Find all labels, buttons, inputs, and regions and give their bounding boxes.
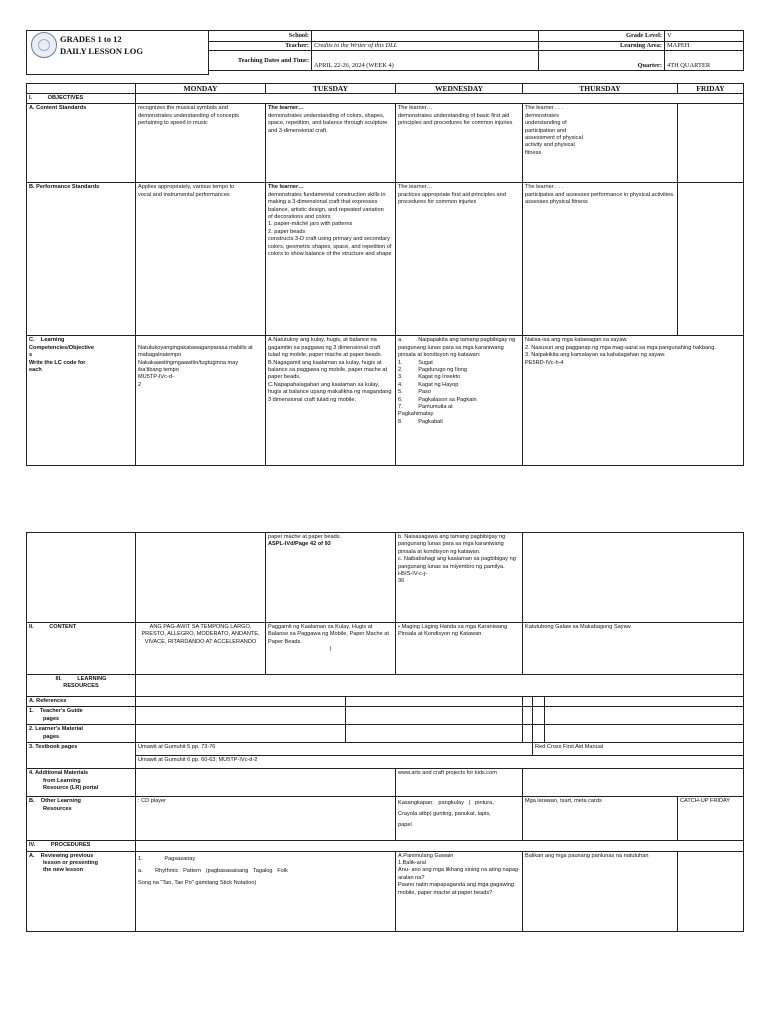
quarter-value: 4TH QUARTER bbox=[665, 51, 744, 71]
other-resources-monday: : CD player bbox=[136, 797, 396, 841]
day-header-thursday: THURSDAY bbox=[523, 84, 678, 94]
teacher-value: Credits to the Writer of this DLL bbox=[312, 42, 539, 51]
content-tuesday: Paggamit ng Kaalaman sa Kulay, Hugis at Balanse sa Paggawa ng Mobile, Paper Mache at Paper Beads. ) bbox=[266, 623, 396, 675]
content-std-friday bbox=[678, 104, 744, 183]
learning-resources-row bbox=[27, 675, 744, 697]
lesson-log-table-page1 bbox=[26, 83, 744, 466]
content-wednesday: • Maging Laging Handa sa mga Karaniwang Pinsala at Kondisyon ng Katawan bbox=[396, 623, 523, 675]
content-tuesday-mark: ) bbox=[329, 646, 332, 653]
day-header-friday: FRIDAY bbox=[678, 84, 744, 94]
teachers-guide-row bbox=[27, 707, 744, 725]
review-row bbox=[27, 851, 744, 931]
grade-label: Grade Level: bbox=[539, 31, 665, 42]
learning-competencies-label: C. Learning Competencies/Objective s Write the LC code for each bbox=[27, 336, 136, 466]
textbook-monday-1: Umawit at Gumuhit 5 pp. 73-76 bbox=[136, 743, 533, 756]
lc-wednesday: a. Naipapakita ang tamang pagbibigay ng pangunang lunas para sa mga karaniwang pinsala at kondisyon ng katawan: 1. Sugat 2. Pagdurugo ng Ilong 3. Kagat ng Insekto 4. Kagat ng Hayop 5. Paso 6. Pagkalason sa Pagkain 7. Pamumutla at Pagkahimatay 8. Pagkabali bbox=[396, 336, 523, 466]
grade-value: V bbox=[665, 31, 744, 42]
lc-monday: Natutukoyangmgakatawaganparasa mabilis at mabagalnatempo Nakakaawitngmgaawitin/tugtuginna may iba'tibang tempo MU5TP-IVc-d- 2 bbox=[136, 336, 266, 466]
school-label: School: bbox=[209, 31, 312, 42]
perf-std-friday bbox=[678, 183, 744, 336]
area-value: MAPEH bbox=[665, 42, 744, 51]
teachers-guide-label: 1. Teacher's Guide pages bbox=[27, 707, 136, 725]
objectives-blank bbox=[136, 94, 744, 104]
references-label: A. References bbox=[27, 697, 136, 707]
performance-standards-row bbox=[27, 183, 744, 336]
perf-std-monday: Applies appropriately, various tempo to vocal and instrumental performances bbox=[136, 183, 266, 336]
textbook-monday-2: Umawit at Gumuhit 6 pp. 60-63; MU5TP-IVc-d-2 bbox=[136, 756, 744, 769]
day-header-blank bbox=[27, 84, 136, 94]
textbook-thursday: Red Cross First Aid Manual bbox=[533, 743, 744, 756]
lc-continued-row bbox=[27, 533, 744, 623]
lc-cont-wednesday: b. Naisasagawa ang tamang pagbibigay ng pangunang lunas para sa mga karaniwang pinsala at kondisyon ng katawan. c. Naibabahagi ang kaalaman sa pagbibigay ng pangunang lunas sa miyembro ng pamilya. H5IS-IV-c-j- 36 bbox=[396, 533, 523, 623]
day-header-tuesday: TUESDAY bbox=[266, 84, 396, 94]
content-thursday: Katutubong Galaw sa Makabagong Sayaw bbox=[523, 623, 744, 675]
lc-tuesday: A.Natutukoy ang kulay, hugis, at balance na gagamitin sa paggawa ng 3 dimensional craft tulad ng mobile, paper mache at paper beads. B.Nagagamit ang kaalaman sa kulay, hugis at balance sa paggawa ng mobile, paper mache at paper beads. C.Napapahalagahan ang kaalaman sa kulay, hugis at balance upang makalikha ng magandang 3 dimensional craft tulad ng mobile, bbox=[266, 336, 396, 466]
other-resources-wednesday: Kasangkapan: pangkulay ( pintura, Crayola atbp) gunting, panukat, lapis, papel bbox=[396, 797, 523, 841]
content-standards-label: A. Content Standards bbox=[27, 104, 136, 183]
other-resources-label: B. Other Learning Resources bbox=[27, 797, 136, 841]
day-header-monday: MONDAY bbox=[136, 84, 266, 94]
area-label: Learning Area: bbox=[539, 42, 665, 51]
learning-resources-label: III. LEARNING RESOURCES bbox=[27, 675, 136, 697]
other-resources-thursday: Mga larawan, tsart, meta cards bbox=[523, 797, 678, 841]
content-std-tuesday: The learner… demonstrates understanding of colors, shapes, space, repetition, and balance through sculpture and 3-dimensional craft. bbox=[266, 104, 396, 183]
title-line2: DAILY LESSON LOG bbox=[60, 46, 143, 56]
lc-cont-monday bbox=[136, 533, 266, 623]
content-std-thursday: The learner . . . demonstrates understanding of participation and assessment of physical activity and physical fitness bbox=[523, 104, 678, 183]
content-std-monday: recognizes the musical symbols and demonstrates understanding of concepts pertaining to speed in music bbox=[136, 104, 266, 183]
school-value bbox=[312, 31, 539, 42]
day-header-row bbox=[27, 84, 744, 94]
other-resources-friday: CATCH-UP FRIDAY bbox=[678, 797, 744, 841]
performance-standards-label: B. Performance Standards bbox=[27, 183, 136, 336]
review-friday bbox=[678, 851, 744, 931]
learners-material-row bbox=[27, 725, 744, 743]
learners-material-label: 2. Learner's Material pages bbox=[27, 725, 136, 743]
review-label: A. Reviewing previous lesson or presenting the new lesson bbox=[27, 851, 136, 931]
content-label: II. CONTENT bbox=[27, 623, 136, 675]
quarter-label: Quarter: bbox=[539, 51, 665, 71]
content-row bbox=[27, 623, 744, 675]
additional-materials-wednesday: www.arts and craft projects for kids.com bbox=[396, 769, 523, 797]
perf-std-tuesday: The learner… demonstrates fundamental construction skills in making a 3-dimensional craft that expresses balance, artistic design, and repeated variation of decorations and colors 1. papier-mâché jars with patterns 2. paper beads constructs 3-D craft using primary and secondary colors, geometric shapes, space, and repetition of colors to show balance of the structure and shape bbox=[266, 183, 396, 336]
review-monday: 1. Pagsasanay a. Rhythmic Pattern (pagbasasaisang Tagalog Folk Song na "Tao, Tao Po" gamitang Stick Notation) bbox=[136, 851, 396, 931]
procedures-label: IV. PROCEDURES bbox=[27, 841, 136, 851]
review-thursday: Balikan ang mga paunang panlunas na natutuhan bbox=[523, 851, 678, 931]
perf-std-thursday: The learner . . . participates and assesses performance in physical activities. assesses physical fitness bbox=[523, 183, 678, 336]
additional-materials-row bbox=[27, 769, 744, 797]
header-logo-box bbox=[26, 30, 209, 75]
references-row bbox=[27, 697, 744, 707]
day-header-wednesday: WEDNESDAY bbox=[396, 84, 523, 94]
other-resources-row bbox=[27, 797, 744, 841]
textbook-row-1 bbox=[27, 743, 744, 756]
content-standards-row bbox=[27, 104, 744, 183]
dates-label: Teaching Dates and Time: bbox=[209, 51, 312, 71]
title-line1: GRADES 1 to 12 bbox=[60, 34, 122, 44]
learning-resources-blank bbox=[136, 675, 744, 697]
procedures-row bbox=[27, 841, 744, 851]
objectives-label: I. OBJECTIVES bbox=[27, 94, 136, 104]
lesson-log-table-page2 bbox=[26, 532, 744, 932]
lc-cont-thursday bbox=[523, 533, 744, 623]
learning-competencies-row bbox=[27, 336, 744, 466]
lc-cont-label bbox=[27, 533, 136, 623]
additional-materials-label: 4. Additional Materials from Learning Resource (LR) portal bbox=[27, 769, 136, 797]
content-monday: ANG PAG-AWIT SA TEMPONG LARGO, PRESTO, ALLEGRO, MODERATO, ANDANTE, VIVACE, RITARDANDO AT ACCELERANDO bbox=[136, 623, 266, 675]
perf-std-wednesday: The learner… practices appropriate first aid principles and procedures for common injuries bbox=[396, 183, 523, 336]
content-std-wednesday: The learner… demonstrates understanding of basic first aid principles and procedures for common injuries bbox=[396, 104, 523, 183]
review-wednesday: A.Panimulang Gawain 1.Balik-aral Anu- ano ang mga likhang sining na ating napag-aralan na? Paano natin mapapaganda ang mga gagawing mobile, paper mache at paper beads? bbox=[396, 851, 523, 931]
dates-value: APRIL 22-26, 2024 (WEEK 4) bbox=[312, 51, 539, 71]
teacher-label: Teacher: bbox=[209, 42, 312, 51]
textbook-label: 3. Textbook pages bbox=[27, 743, 136, 769]
lc-thursday: Naiisa-isa ang mga katawagan sa sayaw. 2. Nasusuri ang pagganap ng mga mag-aaral sa mga pangunahing hakbang. 3. Naipakikita ang kamalayan sa kahalagahan ng sayaw. PE5RD-IVc-h-4 bbox=[523, 336, 744, 466]
header-info-table bbox=[208, 30, 744, 71]
lc-cont-tuesday: paper mache at paper beads. ASPL-IVd/Page 42 of 93 bbox=[266, 533, 396, 623]
